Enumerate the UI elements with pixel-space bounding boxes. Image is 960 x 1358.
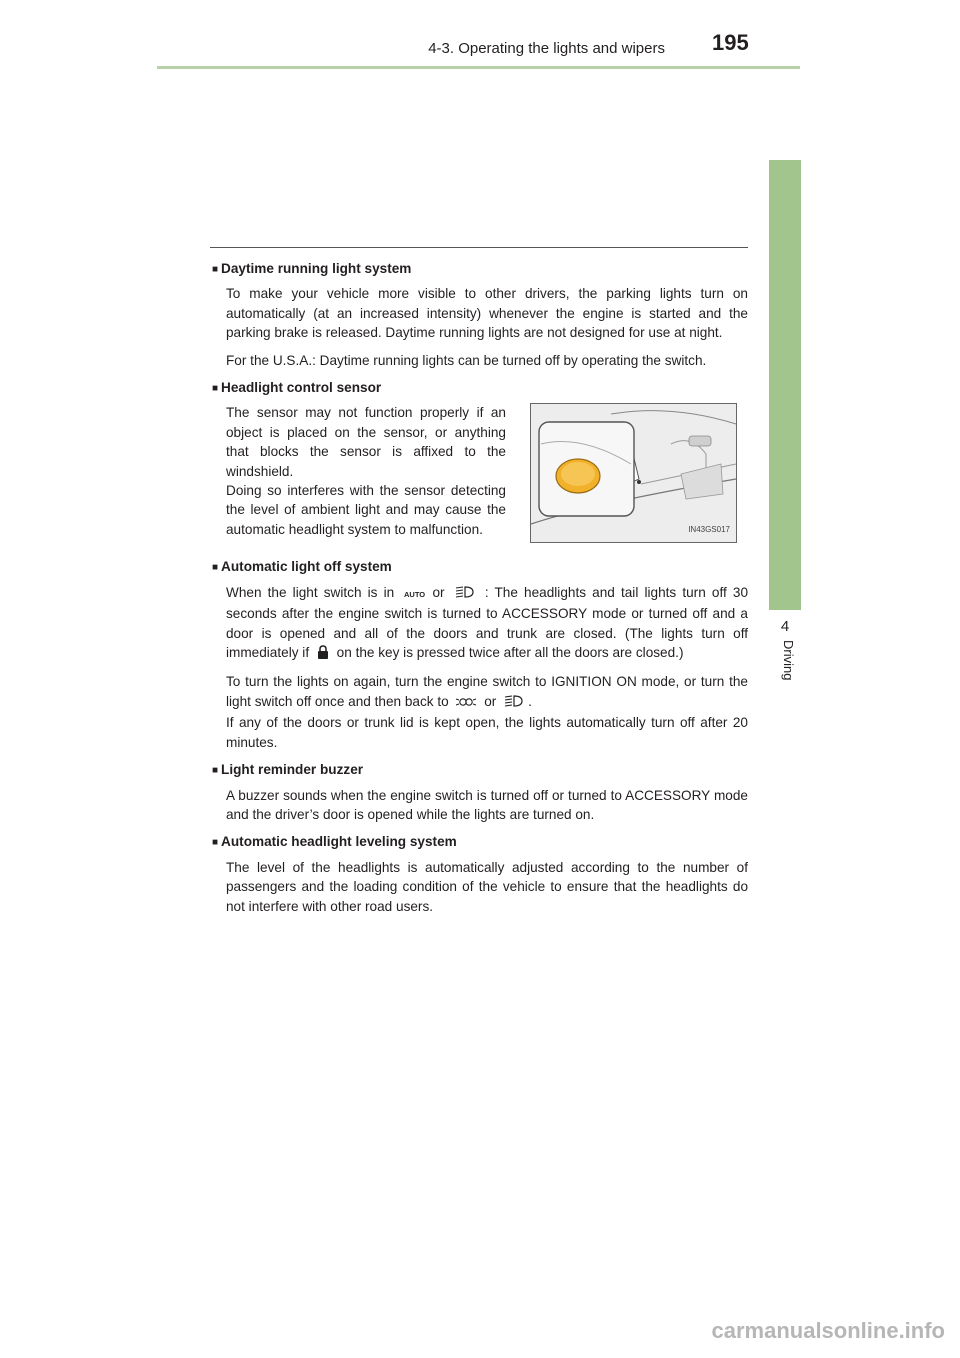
- auto-icon: [404, 585, 426, 604]
- section-heading: [212, 760, 748, 780]
- bullet-icon: ■: [212, 264, 219, 275]
- text-run: : The headlights and tail lights turn off 30 seconds after the engine switch is turned to ACCESSORY mode or turned off and a door is opened and all of the doors and trunk are closed. (The lights turn off immediately if: [226, 584, 749, 661]
- paragraph: For the U.S.A.: Daytime running lights can be turned off by operating the switch.: [226, 352, 707, 368]
- heading-text: Headlight control sensor: [221, 380, 382, 396]
- headlight-icon: [504, 694, 524, 713]
- heading-text: Light reminder buzzer: [221, 762, 364, 778]
- content-rule: [210, 247, 748, 248]
- sensor-illustration: [530, 403, 737, 543]
- text-run: on the key is pressed twice after all the doors are closed.): [336, 645, 684, 661]
- chapter-number: 4: [780, 618, 790, 635]
- page-content: [212, 259, 748, 924]
- section-title: 4-3. Operating the lights and wipers: [428, 40, 665, 57]
- text-run: To turn the lights on again, turn the engine switch to IGNITION ON mode, or turn the light switch off once and then back to: [226, 674, 748, 709]
- paragraph: The level of the headlights is automatically adjusted according to the number of passengers and the loading condition of the vehicle to ensure that the headlights do not interfere with other road users.: [226, 859, 748, 914]
- text-run: When the light switch is in: [226, 584, 395, 600]
- section-buzzer: [212, 760, 748, 824]
- bullet-icon: ■: [212, 765, 219, 777]
- bullet-icon: ■: [212, 562, 219, 574]
- section-sensor: [212, 378, 748, 543]
- lock-icon: [317, 645, 329, 664]
- text-run: .: [528, 693, 532, 709]
- heading-text: Daytime running light system: [221, 261, 412, 276]
- header-rule: [157, 66, 800, 69]
- bullet-icon: ■: [212, 383, 219, 395]
- chapter-tab: [769, 160, 801, 610]
- tail-light-icon: [456, 694, 476, 713]
- heading-text: Automatic light off system: [221, 559, 392, 575]
- heading-text: Automatic headlight leveling system: [221, 834, 457, 850]
- svg-text:AUTO: AUTO: [404, 589, 426, 599]
- figure-code: IN43GS017: [688, 525, 730, 535]
- page-number: 195: [712, 30, 749, 55]
- paragraph: A buzzer sounds when the engine switch is turned off or turned to ACCESSORY mode and the driver’s door is opened while the lights are turned on.: [226, 787, 748, 822]
- bullet-icon: ■: [212, 837, 219, 849]
- paragraph: To make your vehicle more visible to other drivers, the parking lights turn on automatically (at an increased intensity) whenever the engine is started and the parking brake is released. Daytime running lights are not designed for use at night.: [226, 286, 748, 341]
- section-heading: [212, 557, 748, 577]
- section-heading: [212, 378, 748, 398]
- paragraph: The sensor may not function properly if an object is placed on the sensor, or anything that blocks the sensor is affixed to the windshield.: [226, 405, 506, 479]
- section-heading: [212, 259, 748, 279]
- text-run: or: [432, 584, 445, 600]
- text-run: or: [484, 693, 497, 709]
- paragraph: [226, 672, 748, 713]
- section-auto-off: [212, 557, 748, 752]
- chapter-label: Driving: [781, 640, 796, 681]
- figure-block: [226, 403, 748, 543]
- section-drl: [212, 259, 748, 370]
- figure-caption-text: [226, 403, 506, 543]
- section-heading: [212, 832, 748, 852]
- paragraph: If any of the doors or trunk lid is kept open, the lights automatically turn off after 20 minutes.: [226, 715, 748, 750]
- section-leveling: [212, 832, 748, 916]
- headlight-icon: [455, 585, 475, 604]
- watermark: carmanualsonline.info: [711, 1318, 945, 1343]
- paragraph: [226, 583, 748, 665]
- paragraph: Doing so interferes with the sensor detecting the level of ambient light and may cause the automatic headlight system to malfunction.: [226, 483, 506, 537]
